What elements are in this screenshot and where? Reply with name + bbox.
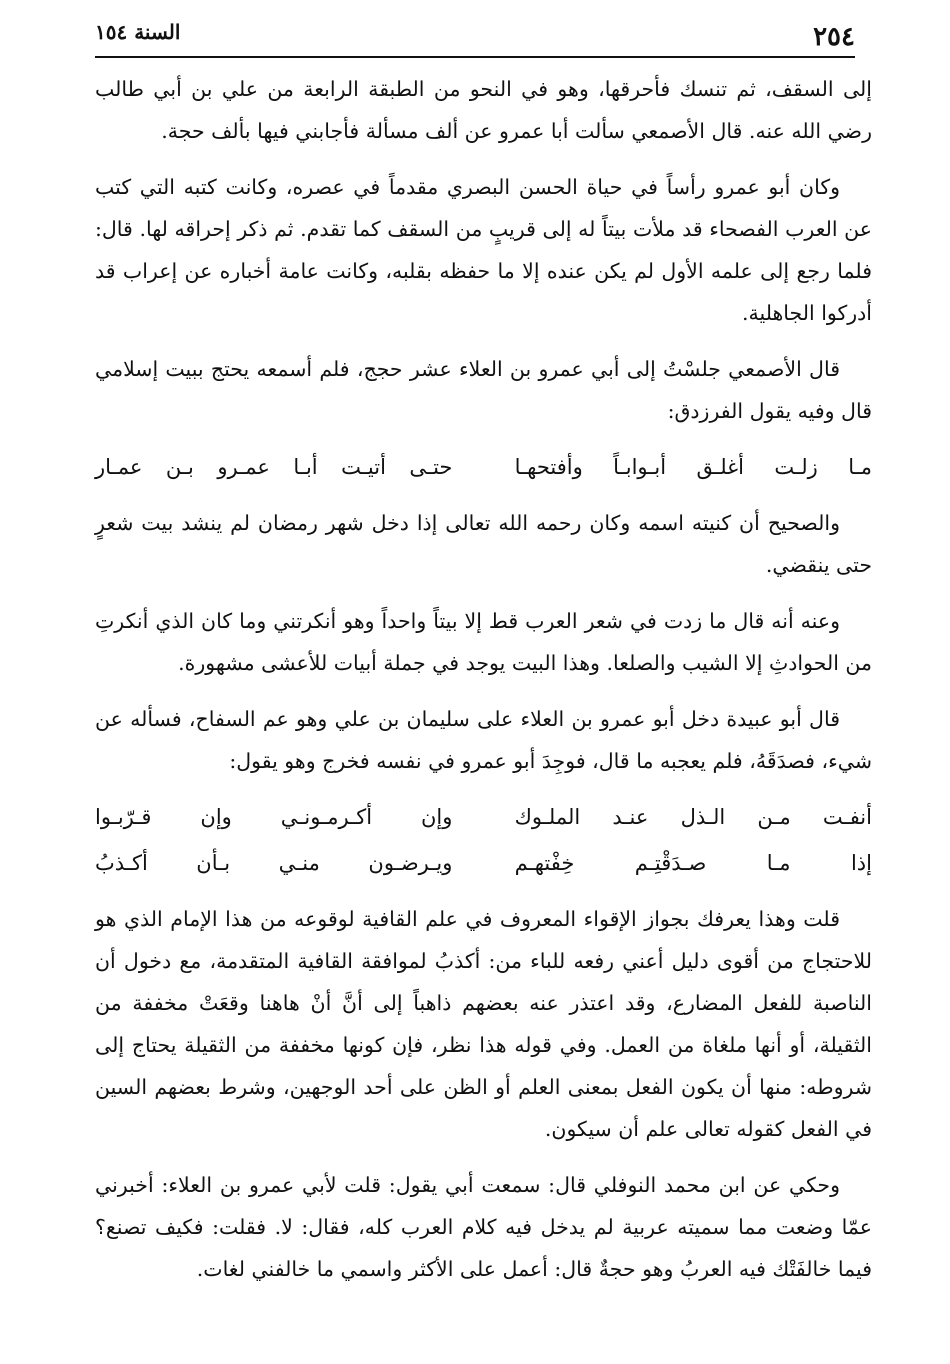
verse-second-hemistich: وإن أكـرمـونـي وإن قـرّبـوا xyxy=(95,805,453,829)
page-number: ٢٥٤ xyxy=(813,22,855,52)
verse-second-hemistich: ويـرضـون منـي بـأن أكـذبُ xyxy=(95,851,453,875)
paragraph-5: وعنه أنه قال ما زدت في شعر العرب قط إلا بيتاً واحداً وهو أنكرتني وما كان الذي أنكرتِ من الحوادثِ إلا الشيب والصلعا. وهذا البيت يوجد في جملة أبيات للأعشى مشهورة. xyxy=(95,609,872,675)
paragraph-7: قلت وهذا يعرفك بجواز الإقواء المعروف في علم القافية لوقوعه من هذا الإمام الذي هو للاحتجاج من أقوى دليل أعني رفعه للباء من: أكذبُ لموافقة القافية المتقدمة، مع دخول أن الناصبة للفعل المضارع، وقد اعتذر عنه بعضهم ذاهباً إلى أنَّ أنْ هاهنا وقعَتْ مخففة من الثقيلة، أو أنها ملغاة من العمل. وفي قوله هذا نظر، فإن كونها مخففة من الثقيلة يحتاج إلى شروطه: منها أن يكون الفعل بمعنى العلم أو الظن على أحد الوجهين، وشرط بعضهم السين في الفعل كقوله تعالى علم أن سيكون. xyxy=(95,907,872,1141)
verse-first-hemistich: مـا زلـت أغلـق أبـوابـاً وأفتحهـا xyxy=(514,455,872,479)
paragraph-2: وكان أبو عمرو رأساً في حياة الحسن البصري مقدماً في عصره، وكانت كتبه التي كتب عن العرب الفصحاء قد ملأت بيتاً له إلى قريبٍ من السقف كما تقدم. ثم ذكر إحراقه لها. قال: فلما رجع إلى علمه الأول لم يكن عنده إلا ما حفظه بقلبه، وكانت عامة أخباره عن إعراب قد أدركوا الجاهلية. xyxy=(95,175,872,325)
verse-second-hemistich: حتـى أتيـت أبـا عمـرو بـن عمـار xyxy=(95,455,453,479)
year-label: السنة ١٥٤ xyxy=(95,20,181,44)
verse-line xyxy=(95,446,872,488)
verse-abu-amr xyxy=(95,796,872,884)
paragraph-3: قال الأصمعي جلسْتُ إلى أبي عمرو بن العلاء عشر حجج، فلم أسمعه يحتج ببيت إسلامي قال وفيه يقول الفرزدق: xyxy=(95,357,872,423)
verse-line xyxy=(95,796,872,838)
paragraph-8: وحكي عن ابن محمد النوفلي قال: سمعت أبي يقول: قلت لأبي عمرو بن العلاء: أخبرني عمّا وضعت مما سميته عربية لم يدخل فيه كلام العرب كله، فقال: لا. فقلت: فكيف تصنع؟ فيما خالفَتْك فيه العربُ وهو حجةٌ قال: أعمل على الأكثر واسمي ما خالفني لغات. xyxy=(95,1173,872,1281)
verse-first-hemistich: أنفـت مـن الـذل عنـد الملـوك xyxy=(514,805,872,829)
verse-first-hemistich: إذا مـا صـدَقْتِـم خِفْتهـم xyxy=(514,851,872,875)
body-text xyxy=(95,68,872,1304)
paragraph-1: إلى السقف، ثم تنسك فأحرقها، وهو في النحو من الطبقة الرابعة من علي بن أبي طالب رضي الله عنه. قال الأصمعي سألت أبا عمرو عن ألف مسألة فأجابني فيها بألف حجة. xyxy=(95,77,872,143)
verse-line xyxy=(95,842,872,884)
paragraph-4: والصحيح أن كنيته اسمه وكان رحمه الله تعالى إذا دخل شهر رمضان لم ينشد بيت شعرٍ حتى ينقضي. xyxy=(95,511,872,577)
paragraph-6: قال أبو عبيدة دخل أبو عمرو بن العلاء على سليمان بن علي وهو عم السفاح، فسأله عن شيء، فصدَقَهُ، فلم يعجبه ما قال، فوجِدَ أبو عمرو في نفسه فخرج وهو يقول: xyxy=(95,707,872,773)
verse-farazdaq xyxy=(95,446,872,488)
header-rule xyxy=(95,56,855,58)
running-head xyxy=(95,14,855,58)
